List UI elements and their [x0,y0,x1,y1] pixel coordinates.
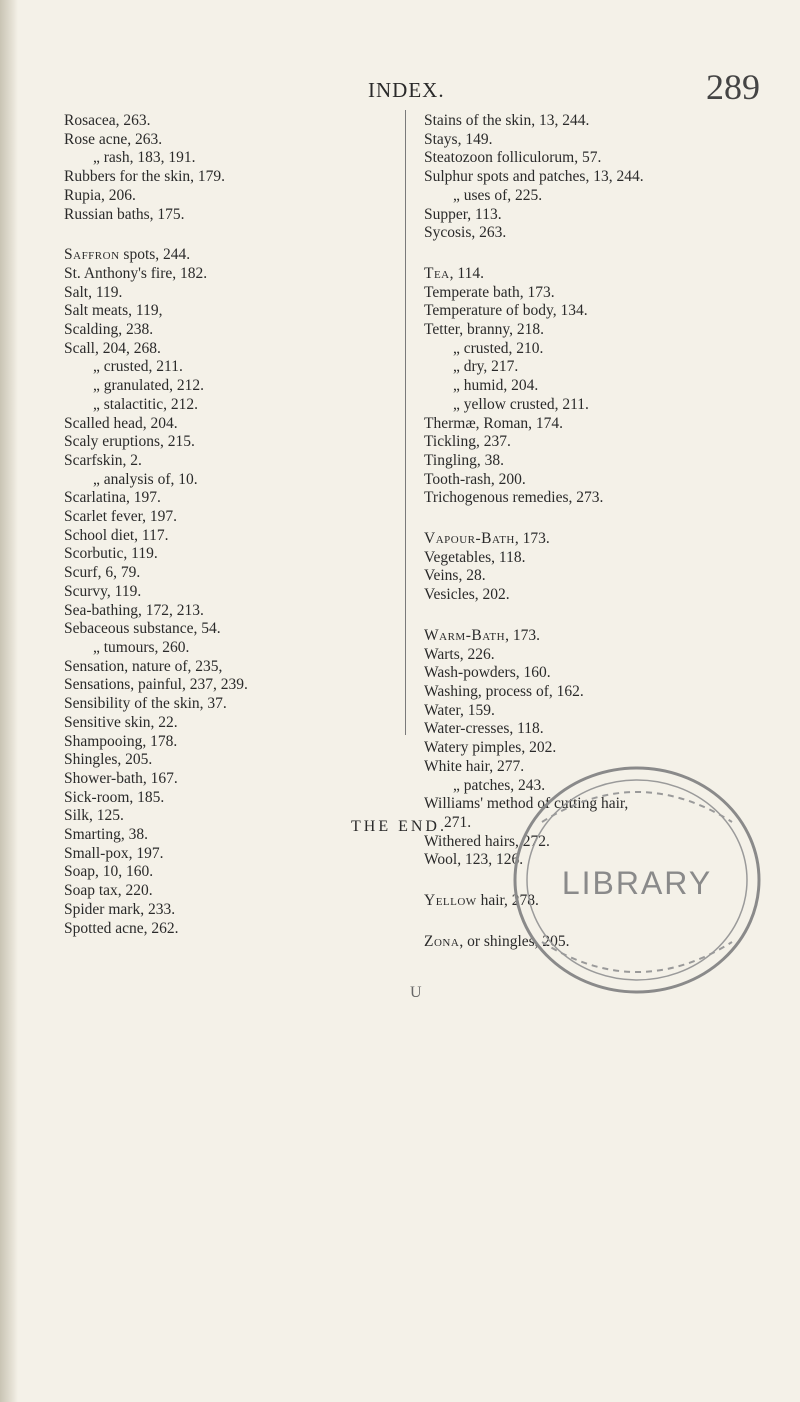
index-entry: Warts, 226. [424,645,495,663]
entry-rest: spots, 244. [119,246,191,264]
index-entry: Rupia, 206. [64,186,136,204]
signature-mark: U [410,984,422,1001]
entry-lead-word: Tea [424,264,450,282]
index-entry: Vegetables, 118. [424,548,526,566]
index-entry [64,246,399,265]
index-entry: Thermæ, Roman, 174. [424,414,564,432]
index-subentry: „ crusted, 210. [453,339,544,357]
entry-lead-word: Vapour-Bath [424,530,515,548]
index-entry: Washing, process of, 162. [424,682,584,700]
index-column-left [64,112,399,938]
index-entry: Shampooing, 178. [64,732,178,750]
index-entry: Sensitive skin, 22. [64,713,178,731]
index-entry: Sycosis, 263. [424,224,507,242]
index-subentry: „ yellow crusted, 211. [453,395,589,413]
index-entry: Sensibility of the skin, 37. [64,695,227,713]
index-entry: Temperate bath, 173. [424,283,555,301]
index-entry: Tetter, branny, 218. [424,321,544,339]
index-entry: Scurf, 6, 79. [64,564,141,582]
index-entry: Scaly eruptions, 215. [64,433,195,451]
index-subentry: „ crusted, 211. [93,358,183,376]
entry-lead-word: Saffron [64,246,120,264]
the-end-text: THE END. [351,818,447,835]
index-entry: Silk, 125. [64,807,124,825]
section-gap [64,224,399,246]
index-entry: Tickling, 237. [424,433,511,451]
index-subentry: „ patches, 243. [453,776,546,794]
index-entry: Spider mark, 233. [64,900,176,918]
index-entry: School diet, 117. [64,526,169,544]
index-entry: Sensation, nature of, 235, [64,657,223,675]
index-subentry: „ stalactitic, 212. [93,395,199,413]
index-entry: Tooth-rash, 200. [424,470,526,488]
index-entry: Water-cresses, 118. [424,720,544,738]
index-entry: Tingling, 38. [424,451,504,469]
entry-rest: , 114. [449,264,484,282]
index-entry: Scarfskin, 2. [64,451,142,469]
index-subentry: „ granulated, 212. [93,377,205,395]
index-entry: Steatozoon folliculorum, 57. [424,149,602,167]
entry-rest: , 173. [505,626,540,644]
entry-rest: hair, 278. [476,892,539,910]
entry-lead-word: Zona [424,932,460,950]
index-entry: Temperature of body, 134. [424,302,588,320]
entry-lead-word: Warm-Bath [424,626,506,644]
index-entry: Stains of the skin, 13, 244. [424,112,590,129]
index-entry: Small-pox, 197. [64,844,164,862]
index-subentry: „ dry, 217. [453,358,519,376]
running-header-title: INDEX. [368,78,445,102]
index-entry: Trichogenous remedies, 273. [424,489,604,507]
index-entry: Shingles, 205. [64,751,153,769]
index-entry: 271. [444,813,472,831]
index-entry [424,530,784,549]
index-entry: Russian baths, 175. [64,205,185,223]
entry-rest: , or shingles, 205. [459,932,570,950]
index-subentry: „ rash, 183, 191. [93,149,196,167]
index-entry: Rosacea, 263. [64,112,151,129]
library-stamp [502,752,772,1022]
index-entry: Spotted acne, 262. [64,919,179,937]
index-entry: Scarlatina, 197. [64,489,161,507]
index-entry: Sensations, painful, 237, 239. [64,676,248,694]
index-entry: Scurvy, 119. [64,582,142,600]
section-gap [424,508,784,530]
index-entry: Veins, 28. [424,567,486,585]
page-binding-shadow [0,0,18,1402]
index-entry: Soap, 10, 160. [64,863,154,881]
index-subentry: „ tumours, 260. [93,638,190,656]
index-entry: Williams' method of cutting hair, [424,795,629,813]
index-entry: Wash-powders, 160. [424,664,551,682]
index-entry: Stays, 149. [424,130,493,148]
index-entry: Rubbers for the skin, 179. [64,168,226,186]
index-entry: Shower-bath, 167. [64,769,178,787]
index-entry: Watery pimples, 202. [424,739,557,757]
entry-rest: , 173. [514,530,550,548]
index-entry: Scalled head, 204. [64,414,178,432]
index-entry: Scalding, 238. [64,321,154,339]
index-entry: Smarting, 38. [64,826,148,844]
index-entry: Sebaceous substance, 54. [64,620,221,638]
page-number: 289 [706,67,760,107]
stamp-text: LIBRARY [561,865,713,901]
index-entry: St. Anthony's fire, 182. [64,264,208,282]
index-subentry: „ analysis of, 10. [93,470,198,488]
index-entry [424,627,784,646]
index-entry: Scarlet fever, 197. [64,508,177,526]
index-entry: Scorbutic, 119. [64,545,158,563]
index-entry: Salt, 119. [64,283,123,301]
index-entry: Salt meats, 119, [64,302,163,320]
index-entry: Water, 159. [424,701,495,719]
entry-lead-word: Yellow [424,892,477,910]
index-entry [424,265,784,284]
index-entry: Withered hairs, 272. [424,832,550,850]
index-entry: Sulphur spots and patches, 13, 244. [424,168,644,186]
column-divider [405,110,406,735]
index-entry: Sick-room, 185. [64,788,165,806]
index-entry: Supper, 113. [424,205,502,223]
index-subentry: „ humid, 204. [453,377,539,395]
index-entry: Rose acne, 263. [64,130,163,148]
index-subentry: „ uses of, 225. [453,186,543,204]
section-gap [424,605,784,627]
index-entry: Vesicles, 202. [424,586,510,604]
index-entry: White hair, 277. [424,757,525,775]
index-entry: Sea-bathing, 172, 213. [64,601,204,619]
index-entry: Soap tax, 220. [64,882,153,900]
index-entry: Scall, 204, 268. [64,339,161,357]
index-entry: Wool, 123, 126. [424,851,524,869]
section-gap [424,243,784,265]
